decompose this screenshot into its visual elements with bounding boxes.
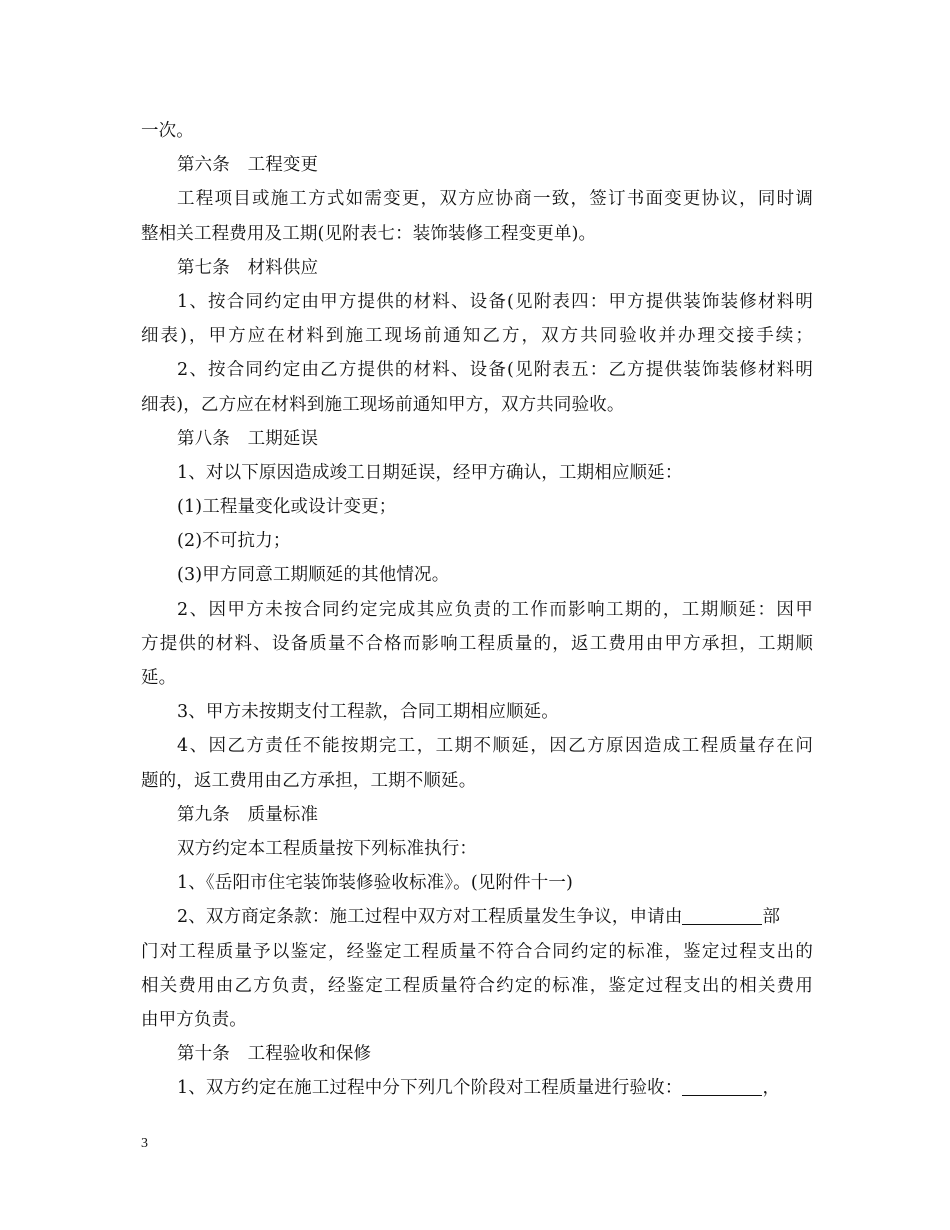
paragraph-line: 4、因乙方责任不能按期完工，工期不顺延，因乙方原因造成工程质量存在问	[177, 736, 813, 757]
page-number: 3	[141, 1136, 148, 1151]
paragraph-line: 1、《岳阳市住宅装饰装修验收标准》。(见附件十一)	[177, 873, 574, 894]
paragraph-text: 1、双方约定在施工过程中分下列几个阶段对工程质量进行验收：	[177, 1078, 683, 1099]
list-item: (1)工程量变化或设计变更；	[177, 497, 397, 518]
fill-in-blank	[682, 906, 762, 925]
article-heading: 第六条 工程变更	[177, 155, 319, 176]
paragraph-line: 由甲方负责。	[141, 1009, 247, 1030]
paragraph-line: 1、按合同约定由甲方提供的材料、设备(见附表四：甲方提供装饰装修材料明	[177, 291, 813, 312]
paragraph-text: ，	[762, 1078, 781, 1099]
paragraph-line: 方提供的材料、设备质量不合格而影响工程质量的，返工费用由甲方承担，工期顺	[141, 633, 813, 654]
paragraph-line: 门对工程质量予以鉴定，经鉴定工程质量不符合合同约定的标准，鉴定过程支出的	[141, 941, 813, 962]
paragraph-line: 延。	[141, 668, 177, 688]
paragraph-line: 双方约定本工程质量按下列标准执行：	[177, 838, 478, 859]
paragraph-line: 2、按合同约定由乙方提供的材料、设备(见附表五：乙方提供装饰装修材料明	[177, 360, 813, 381]
paragraph-line: 相关费用由乙方负责，经鉴定工程质量符合约定的标准，鉴定过程支出的相关费用	[141, 975, 813, 996]
paragraph-line: 工程项目或施工方式如需变更，双方应协商一致，签订书面变更协议，同时调	[177, 189, 813, 210]
article-heading: 第十条 工程验收和保修	[177, 1044, 372, 1065]
paragraph-line: 2、因甲方未按合同约定完成其应负责的工作而影响工期的，工期顺延：因甲	[177, 599, 813, 620]
fill-in-blank	[682, 1077, 762, 1096]
paragraph-line: 3、甲方未按期支付工程款，合同工期相应顺延。	[177, 702, 559, 723]
paragraph-line: 1、对以下原因造成竣工日期延误，经甲方确认，工期相应顺延：	[177, 462, 683, 483]
paragraph-line-with-blank	[141, 1071, 813, 1105]
article-heading: 第八条 工期延误	[177, 428, 319, 449]
list-item: (3)甲方同意工期顺延的其他情况。	[177, 565, 450, 586]
paragraph-text: 部	[762, 907, 781, 928]
paragraph-line: 细表)，甲方应在材料到施工现场前通知乙方，双方共同验收并办理交接手续；	[141, 326, 813, 347]
paragraph-line: 题的，返工费用由乙方承担，工期不顺延。	[141, 770, 477, 791]
document-body	[141, 114, 813, 1105]
paragraph-line: 整相关工程费用及工期(见附表七：装饰装修工程变更单)。	[141, 223, 597, 244]
list-item: (2)不可抗力；	[177, 531, 291, 552]
article-heading: 第九条 质量标准	[177, 804, 319, 825]
article-heading: 第七条 材料供应	[177, 257, 319, 278]
paragraph-text: 2、双方商定条款：施工过程中双方对工程质量发生争议，申请由	[177, 907, 683, 928]
paragraph-line-with-blank	[141, 900, 813, 934]
paragraph-line: 细表)，乙方应在材料到施工现场前通知甲方，双方共同验收。	[141, 394, 625, 415]
paragraph-line: 一次。	[141, 121, 194, 141]
